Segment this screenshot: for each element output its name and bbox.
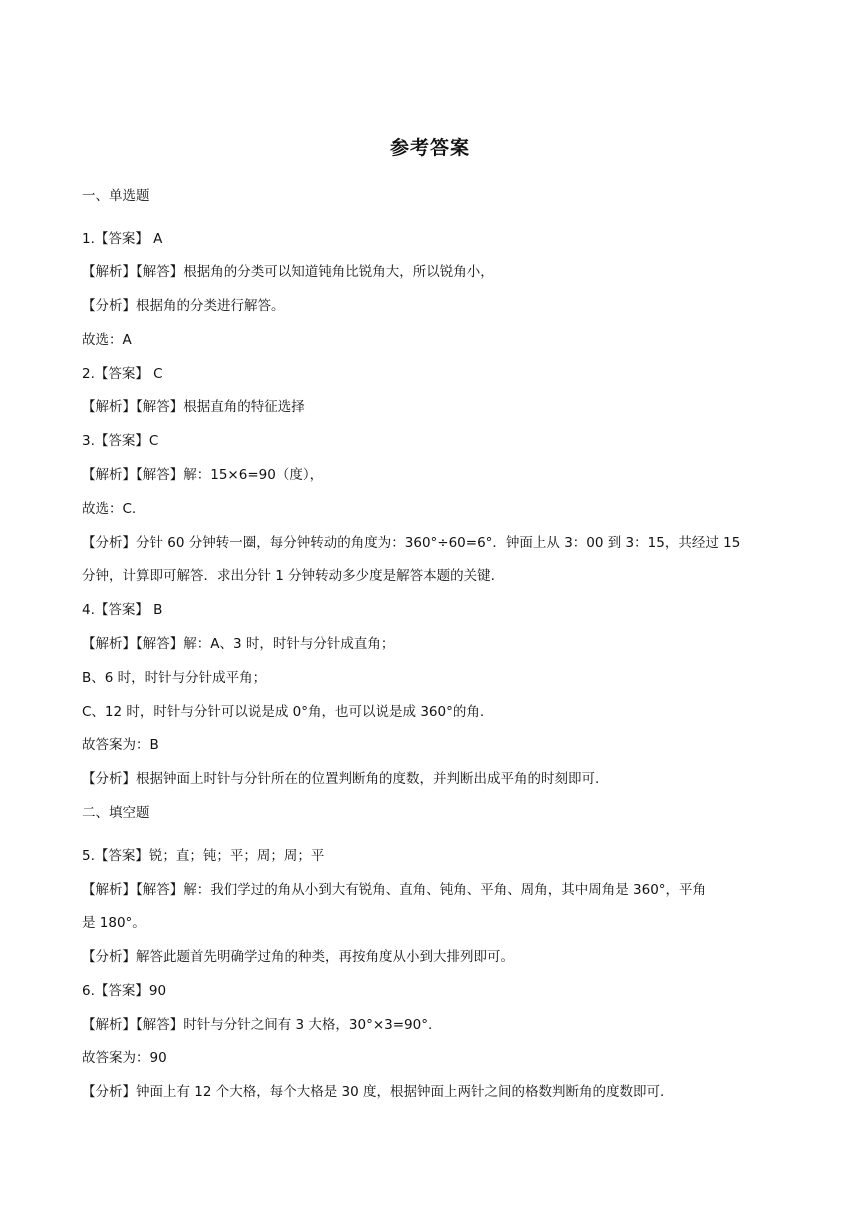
answer-q5: 5.【答案】锐；直；钝；平；周；周；平 (82, 848, 325, 864)
analysis-q4-line3: C、12 时，时针与分针可以说是成 0°角，也可以说是成 360°的角. (82, 704, 485, 720)
section-heading-fill-in: 二、填空题 (82, 805, 150, 821)
analysis-q4-line1: 【解析】【解答】解：A、3 时，时针与分针成直角； (82, 636, 395, 652)
analysis-q5-line2: 是 180°。 (82, 915, 146, 931)
choice-q1: 故选：A (82, 332, 132, 348)
section-heading-single-choice: 一、单选题 (82, 188, 150, 204)
explanation-q1: 【分析】根据角的分类进行解答。 (82, 298, 285, 314)
answer-q4: 4.【答案】 B (82, 602, 163, 618)
analysis-q3: 【解析】【解答】解：15×6=90（度）， (82, 467, 324, 483)
analysis-q5-line1: 【解析】【解答】解：我们学过的角从小到大有锐角、直角、钝角、平角、周角，其中周角是 360°，平角 (82, 882, 707, 898)
choice-q3: 故选：C. (82, 501, 137, 517)
analysis-q4-line2: B、6 时，时针与分针成平角； (82, 670, 267, 686)
answer-q6: 6.【答案】90 (82, 983, 167, 999)
answer-q3: 3.【答案】C (82, 433, 159, 449)
analysis-q2: 【解析】【解答】根据直角的特征选择 (82, 399, 305, 415)
explanation-q5: 【分析】解答此题首先明确学过角的种类，再按角度从小到大排列即可。 (82, 949, 514, 965)
explanation-q4: 【分析】根据钟面上时针与分针所在的位置判断角的度数，并判断出成平角的时刻即可. (82, 771, 600, 787)
analysis-q6: 【解析】【解答】时针与分针之间有 3 大格，30°×3=90°. (82, 1017, 433, 1033)
explanation-q3-line1: 【分析】分针 60 分钟转一圈，每分钟转动的角度为：360°÷60=6°．钟面上从 3：00 到 3：15，共经过 15 (82, 535, 741, 551)
explanation-q6: 【分析】钟面上有 12 个大格，每个大格是 30 度，根据钟面上两针之间的格数判断角的度数即可. (82, 1084, 665, 1100)
analysis-q1: 【解析】【解答】根据角的分类可以知道钝角比锐角大，所以锐角小， (82, 264, 494, 280)
answer-q1: 1.【答案】 A (82, 231, 163, 247)
choice-q4: 故答案为：B (82, 737, 159, 753)
explanation-q3-line2: 分钟，计算即可解答．求出分针 1 分钟转动多少度是解答本题的关键. (82, 568, 495, 584)
page-title: 参考答案 (389, 137, 470, 159)
answer-q2: 2.【答案】 C (82, 366, 163, 382)
choice-q6: 故答案为：90 (82, 1050, 167, 1066)
